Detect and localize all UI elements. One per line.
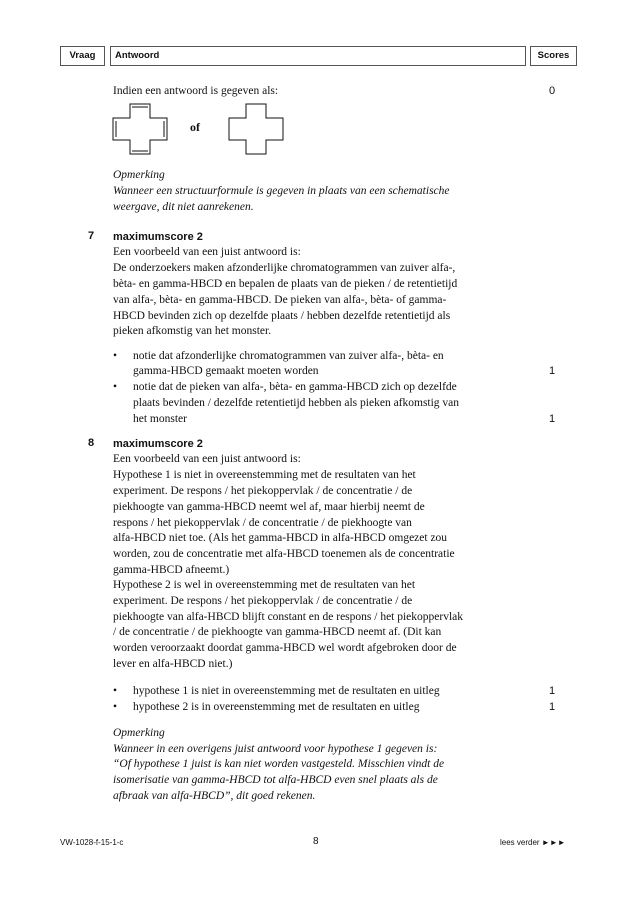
q7-bullet-1-line: notie dat afzonderlijke chromatogrammen van zuiver alfa-, bèta- en (133, 350, 444, 362)
q7-bullet-2-line: het monster (133, 413, 187, 425)
footer-page-number: 8 (313, 836, 319, 847)
q8-maxscore: maximumscore 2 (113, 438, 203, 450)
question-number-7: 7 (88, 230, 95, 242)
footer-next-page: lees verder ►►► (500, 838, 566, 847)
remark2-title: Opmerking (113, 727, 165, 739)
q8-bullet-2-line: hypothese 2 is in overeenstemming met de resultaten en uitleg (133, 701, 420, 713)
remark2-line: afbraak van alfa-HBCD”, dit goed rekenen. (113, 790, 316, 802)
q8-line: lever en alfa-HBCD niet.) (113, 658, 233, 670)
bullet-marker: • (113, 685, 118, 697)
bullet-marker: • (113, 350, 118, 362)
q7-bullet-2-line: plaats bevinden / dezelfde retentietijd hebben als pieken afkomstig van (133, 397, 460, 409)
column-header-scores: Scores (530, 46, 577, 66)
q8-line: worden, zou de concentratie met alfa-HBCD toenemen als de concentratie (113, 548, 455, 560)
column-header-vraag: Vraag (60, 46, 105, 66)
q7-line: van alfa-, bèta- en gamma-HBCD. De pieken van alfa-, bèta- of gamma- (113, 294, 447, 306)
q8-line: gamma-HBCD afneemt.) (113, 564, 230, 576)
q8-line: respons / het piekoppervlak / de concentratie / de piekhoogte van (113, 517, 412, 529)
q7-line: HBCD bevinden zich op dezelfde plaats / hebben dezelfde retentietijd als (113, 310, 451, 322)
q7-bullet-1-line: gamma-HBCD gemaakt moeten worden (133, 365, 319, 377)
q8-line: alfa-HBCD niet toe. (Als het gamma-HBCD in alfa-HBCD omgezet zou (113, 532, 448, 544)
q7-bullet-1-score: 1 (549, 365, 556, 377)
q8-line: / de concentratie / de piekhoogte van gamma-HBCD neemt af. (Dit kan (113, 626, 442, 638)
q7-bullet-2-score: 1 (549, 413, 556, 425)
cross-structure-left-diagram (112, 103, 168, 155)
q8-line: experiment. De respons / het piekoppervlak / de concentratie / de (113, 595, 413, 607)
q8-line: Hypothese 2 is wel in overeenstemming met de resultaten van het (113, 579, 416, 591)
footer-exam-code: VW-1028-f-15-1-c (60, 838, 124, 847)
q8-line: piekhoogte van alfa-HBCD blijft constant en de respons / het piekoppervlak (113, 611, 464, 623)
q8-line: experiment. De respons / het piekoppervlak / de concentratie / de (113, 485, 413, 497)
remark2-line: “Of hypothese 1 juist is kan niet worden vastgesteld. Misschien vindt de (113, 758, 445, 770)
q8-line: piekhoogte van gamma-HBCD neemt wel af, maar hierbij neemt de (113, 501, 425, 513)
bullet-marker: • (113, 381, 118, 393)
intro-score: 0 (549, 85, 556, 97)
q7-line: De onderzoekers maken afzonderlijke chromatogrammen van zuiver alfa-, (113, 262, 456, 274)
q7-line: pieken afkomstig van het monster. (113, 325, 272, 337)
question-number-8: 8 (88, 437, 95, 449)
intro-line: Indien een antwoord is gegeven als: (113, 85, 279, 97)
q8-bullet-1-score: 1 (549, 685, 556, 697)
cross-structure-right-diagram (228, 103, 284, 155)
remark2-line: isomerisatie van gamma-HBCD tot alfa-HBCD even snel plaats als de (113, 774, 438, 786)
q8-line: worden veroorzaakt doordat gamma-HBCD wel wordt afgebroken door de (113, 642, 457, 654)
remark2-line: Wanneer in een overigens juist antwoord voor hypothese 1 gegeven is: (113, 743, 438, 755)
remark1-line: weergave, dit niet aanrekenen. (113, 201, 254, 213)
q7-line: bèta- en gamma-HBCD en bepalen de plaats van de pieken / de retentietijd (113, 278, 458, 290)
q7-maxscore: maximumscore 2 (113, 231, 203, 243)
remark1-line: Wanneer een structuurformule is gegeven in plaats van een schematische (113, 185, 450, 197)
q8-line: Een voorbeeld van een juist antwoord is: (113, 453, 301, 465)
q7-line: Een voorbeeld van een juist antwoord is: (113, 246, 301, 258)
bullet-marker: • (113, 701, 118, 713)
q8-bullet-1-line: hypothese 1 is niet in overeenstemming met de resultaten en uitleg (133, 685, 440, 697)
remark1-title: Opmerking (113, 169, 165, 181)
column-header-antwoord: Antwoord (110, 46, 526, 66)
q8-bullet-2-score: 1 (549, 701, 556, 713)
or-label: of (190, 120, 200, 134)
q8-line: Hypothese 1 is niet in overeenstemming met de resultaten van het (113, 469, 416, 481)
q7-bullet-2-line: notie dat de pieken van alfa-, bèta- en gamma-HBCD zich op dezelfde (133, 381, 457, 393)
